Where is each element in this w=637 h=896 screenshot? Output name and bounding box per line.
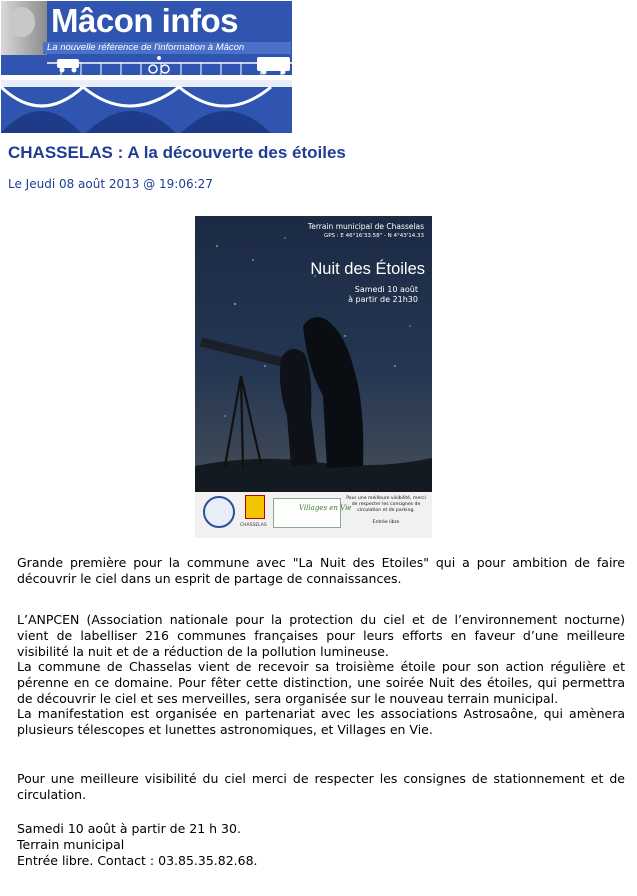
poster-venue: Terrain municipal de Chasselas xyxy=(307,222,424,231)
article-date: Le Jeudi 08 août 2013 @ 19:06:27 xyxy=(8,177,213,191)
chasselas-caption: CHASSELAS xyxy=(240,523,267,528)
poster-event-date: Samedi 10 août xyxy=(354,285,418,294)
poster-visibility-note: Pour une meilleure visibilité, merci de respecter les consignes de circulation et de parking. xyxy=(346,496,426,513)
article-paragraph: Grande première pour la commune avec "La Nuit des Etoiles" qui a pour ambition de faire découvrir le ciel dans un esprit de partage de connaissances. xyxy=(17,555,625,586)
article-paragraph: La commune de Chasselas vient de recevoir sa troisième étoile pour son action régulière et pérenne en ce domaine. Pour fêter cette distinction, une soirée Nuit des étoiles, qui permettra de découvrir le ciel et ses merveilles, sera organisée sur le nouveau terrain municipal. xyxy=(17,659,625,706)
poster-entry-note: Entrée libre xyxy=(372,520,400,525)
poster-event-title: Nuit des Étoiles xyxy=(310,260,425,278)
villages-en-vie-text: Villages en Vie xyxy=(299,504,352,512)
article-paragraph: Pour une meilleure visibilité du ciel merci de respecter les consignes de stationnement et de circulation. xyxy=(17,771,625,802)
article-headline[interactable]: CHASSELAS : A la découverte des étoiles xyxy=(8,143,346,162)
bridge-illustration xyxy=(1,55,292,133)
site-subtitle: La nouvelle référence de l'information à Mâcon xyxy=(43,42,291,54)
site-banner[interactable] xyxy=(1,1,292,133)
poster-partner-logos xyxy=(195,492,432,538)
event-poster xyxy=(195,216,432,538)
info-line: Entrée libre. Contact : 03.85.35.82.68. xyxy=(17,853,258,868)
poster-gps: GPS : E 46°16'33.58" - N 4°43'14.33 xyxy=(323,233,424,239)
site-title: Mâcon infos xyxy=(51,2,239,39)
statue-head-illustration xyxy=(9,7,35,37)
chasselas-crest-icon xyxy=(245,495,265,519)
article-paragraph: La manifestation est organisée en partenariat avec les associations Astrosaône, qui amènera plusieurs télescopes et lunettes astronomiques, et Villages en Vie. xyxy=(17,706,625,737)
poster-event-time: à partir de 21h30 xyxy=(348,295,418,304)
info-line: Terrain municipal xyxy=(17,837,125,852)
villages-en-vie-logo-icon xyxy=(273,498,341,528)
astrosaone-logo-icon xyxy=(203,496,235,528)
poster-illustration xyxy=(195,216,432,492)
info-line: Samedi 10 août à partir de 21 h 30. xyxy=(17,821,241,836)
article-paragraph: L’ANPCEN (Association nationale pour la protection du ciel et de l’environnement nocturne) vient de labelliser 216 communes françaises pour leurs efforts en faveur d’une meilleure visibilité la nuit et de a réduction de la pollution lumineuse. xyxy=(17,612,625,659)
